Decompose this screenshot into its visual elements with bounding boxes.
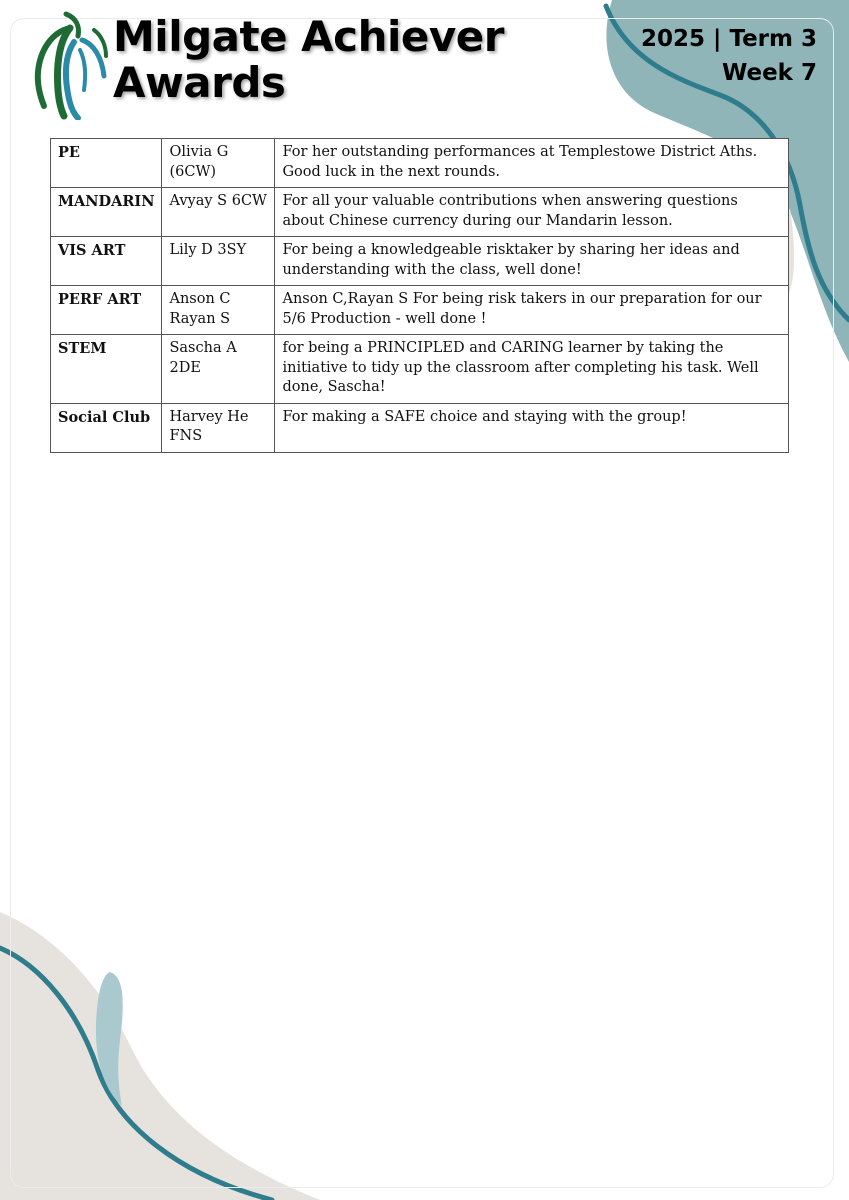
table-row bbox=[51, 139, 789, 188]
student-cell: Lily D 3SY bbox=[162, 237, 275, 286]
reason-cell: For being a knowledgeable risktaker by sharing her ideas and understanding with the class, well done! bbox=[275, 237, 789, 286]
page-title bbox=[113, 14, 504, 106]
year-term: 2025 | Term 3 bbox=[641, 26, 817, 52]
student-cell: Anson C Rayan S bbox=[162, 286, 275, 335]
milgate-palm-logo bbox=[30, 10, 112, 120]
title-line-2: Awards bbox=[113, 58, 286, 107]
table-row bbox=[51, 237, 789, 286]
student-cell: Olivia G (6CW) bbox=[162, 139, 275, 188]
week-label: Week 7 bbox=[721, 60, 817, 86]
subject-cell: PE bbox=[51, 139, 162, 188]
reason-cell: For her outstanding performances at Templestowe District Aths. Good luck in the next rounds. bbox=[275, 139, 789, 188]
reason-cell: For all your valuable contributions when answering questions about Chinese currency during our Mandarin lesson. bbox=[275, 188, 789, 237]
table-row bbox=[51, 335, 789, 404]
table-row bbox=[51, 286, 789, 335]
table-row bbox=[51, 403, 789, 452]
student-cell: Sascha A 2DE bbox=[162, 335, 275, 404]
title-line-1: Milgate Achiever bbox=[113, 12, 504, 61]
subject-cell: VIS ART bbox=[51, 237, 162, 286]
subject-cell: MANDARIN bbox=[51, 188, 162, 237]
student-cell: Harvey He FNS bbox=[162, 403, 275, 452]
reason-cell: For making a SAFE choice and staying with the group! bbox=[275, 403, 789, 452]
awards-table bbox=[50, 138, 789, 453]
subject-cell: PERF ART bbox=[51, 286, 162, 335]
reason-cell: Anson C,Rayan S For being risk takers in our preparation for our 5/6 Production - well done ! bbox=[275, 286, 789, 335]
student-cell: Avyay S 6CW bbox=[162, 188, 275, 237]
subject-cell: Social Club bbox=[51, 403, 162, 452]
table-row bbox=[51, 188, 789, 237]
term-week-label bbox=[641, 22, 817, 90]
subject-cell: STEM bbox=[51, 335, 162, 404]
reason-cell: for being a PRINCIPLED and CARING learner by taking the initiative to tidy up the classroom after completing his task. Well done, Sascha! bbox=[275, 335, 789, 404]
